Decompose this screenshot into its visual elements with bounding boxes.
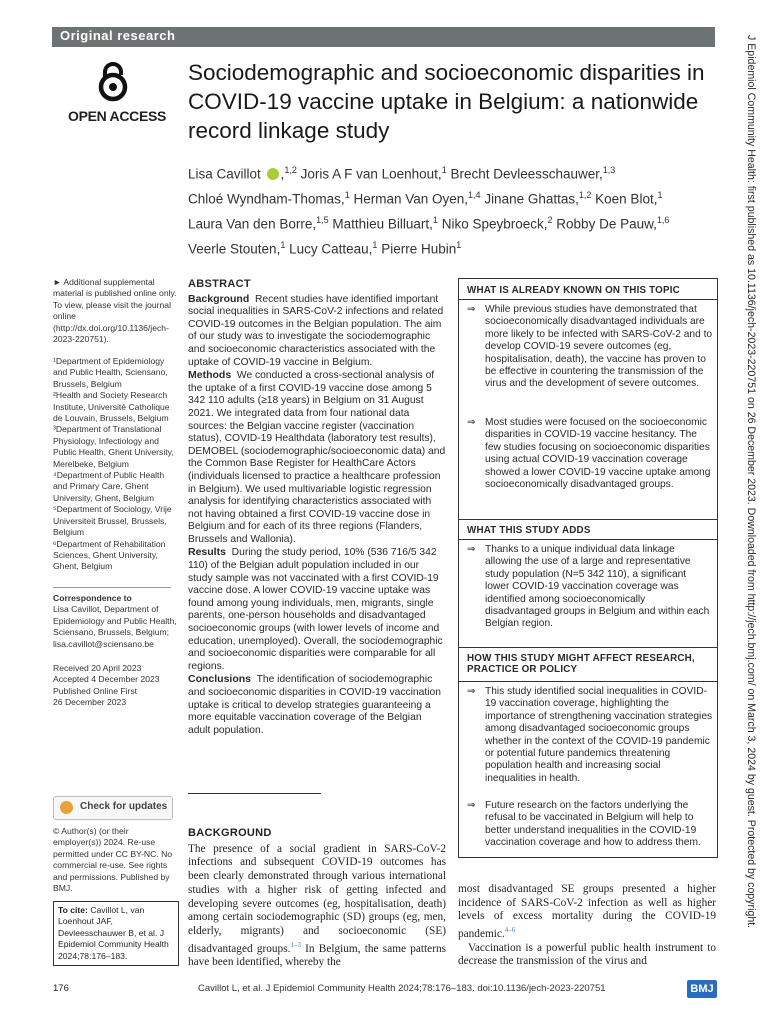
footer-citation: Cavillot L, et al. J Epidemiol Community Health 2024;78:176–183. doi:10.1136/jech-2023-220751 [198,983,606,994]
orcid-icon[interactable] [267,168,279,180]
box-heading-affect: HOW THIS STUDY MIGHT AFFECT RESEARCH, PRACTICE OR POLICY [467,653,695,675]
author-list: Lisa Cavillot ,$^{1,2}$ Joris A F van Loenhout,$^1$ Brecht Devleesschauwer,$^{1,3}$ Chloé Wyndham-Thomas,$^1$ Herman Van Oyen,$^{1,4}$ Jinane Ghattas,$^{1,2}$ Koen Blot,$^1$ Laura Van den Borre,$^{1,5}$ Matthieu Billuart,$^1$ Niko Speybroeck,$^2$ Robby De Pauw,$^{1,6}$ Veerle Stouten,$^1$ Lucy Catteau,$^1$ Pierre Hubin$^1$ [188,165,670,257]
body-right-column: most disadvantaged SE groups presented a higher incidence of SARS-CoV-2 infection as well as higher levels of excess mortality during the COVID-19 pandemic.$^{4-6}$ Vaccination is a powerful public health instrument to decrease the transmission of the virus and [458,883,716,968]
affiliations: ¹Department of Epidemiology and Public Health, Sciensano, Brussels, Belgium ²Health and Society Research Institute, Université Catholique de Louvain, Brussels, Belgium ³Department of Translational Physiology, Infectiology and Public Health, Ghent University, Merelbeke, Belgium ⁴Department of Public Health and Primary Care, Ghent University, Ghent, Belgium ⁵Department of Sociology, Vrije Universiteit Brussel, Brussels, Belgium ⁶Department of Rehabilitation Sciences, Ghent University, Ghent, Belgium [53,356,174,572]
section-label: Original research [60,28,176,43]
dates: Received 20 April 2023 Accepted 4 December 2023 Published Online First 26 December 2023 [53,663,160,708]
article-title: Sociodemographic and socioeconomic disparities in COVID-19 vaccine uptake in Belgium: a nationwide record linkage study [188,60,705,143]
abstract: ABSTRACT Background Recent studies have identified important social inequalities in SARS-CoV-2 infections and related COVID-19 outcomes in the Belgian population. The aim of our study was to investigate the sociodemographic and socioeconomic characteristics associated with the uptake of COVID-19 vaccine in Belgium. Methods We conducted a cross-sectional analysis of the uptake of a first COVID-19 vaccine dose among 5 342 110 adults (≥18 years) in Belgium on 31 August 2021. We integrated data from four national data sources: the Belgian vaccine register (vaccination status), COVID-19 Healthdata (laboratory test results), DEMOBEL (sociodemographic/socioeconomic data) and the Common Base Register for HealthCare Actors (individuals licensed to practice a healthcare profession in Belgium). We used multivariable logistic regression analysis for identifying characteristics associated with not having obtained a first COVID-19 vaccine dose in Belgium and for each of its three regions (Flanders, Brussels and Wallonia). Results During the study period, 10% (536 716/5 342 110) of the Belgian adult population included in our study sample was not vaccinated with a first COVID-19 vaccine dose. A lower COVID-19 vaccine uptake was found among young individuals, men, migrants, single parents, one-person households and disadvantaged socioeconomic groups (with lower levels of income and education, unemployed). Overall, the sociodemographic and socioeconomic disparities were comparable for all regions. Conclusions The identification of sociodemographic and socioeconomic disparities in COVID-19 vaccination uptake is critical to develop strategies guaranteeing a more equitable vaccination coverage of the Belgian adult population. [188,278,446,736]
box-heading-adds: WHAT THIS STUDY ADDS [467,525,591,536]
update-icon [60,801,73,814]
download-note: J Epidemiol Community Health: first published as 10.1136/jech-2023-220751 on 26 December 2023. Downloaded from http://jech.bmj.com/ on March 3, 2024 by guest. Protected by copyright. [745,35,757,929]
copyright-note: © Author(s) (or their employer(s)) 2024. Re-use permitted under CC BY-NC. No commercial re-use. See rights and permissions. Published by BMJ. [53,826,173,894]
supplemental-note: ► Additional supplemental material is published online only. To view, please visit the journal online (http://dx.doi.org/10.1136/jech-2023-220751). [53,277,177,345]
citation-box: To cite: Cavillot L, van Loenhout JAF, Devleesschauwer B, et al. J Epidemiol Community Health 2024;78:176–183. [53,901,179,966]
abstract-divider [188,793,321,794]
section-band [52,27,715,47]
open-access-icon [92,60,134,102]
check-for-updates-button[interactable]: Check for updates [53,796,173,820]
page-number: 176 [53,983,69,994]
box-heading-known: WHAT IS ALREADY KNOWN ON THIS TOPIC [467,285,680,296]
correspondence: Correspondence to Lisa Cavillot, Department of Epidemiology and Public Health, Sciensano, Brussels, Belgium; lisa.cavillot@sciensano.be [53,593,177,649]
open-access-label: OPEN ACCESS [68,108,167,124]
divider [53,587,171,588]
bmj-logo: BMJ [687,980,717,998]
key-messages-box: WHAT IS ALREADY KNOWN ON THIS TOPIC ⇒ While previous studies have demonstrated that socioeconomically disadvantaged individuals are more likely to be infected with SARS-CoV-2 and to develop COVID-19 severe outcomes (eg, hospitalisation, death), the vaccine has proven to be effective in countering the transmission of the virus and the development of severe outcomes. ⇒ Most studies were focused on the socioeconomic disparities in COVID-19 vaccine hesitancy. The few studies focusing on socioeconomic disparities using actual COVID-19 vaccination coverage showed a lower COVID-19 vaccine uptake among socioeconomically disadvantaged groups. WHAT THIS STUDY ADDS ⇒ Thanks to a unique individual data linkage allowing the use of a large and representative study population (N=5 342 110), a significant lower COVID-19 vaccination coverage was identified among socioeconomically disadvantaged groups in Belgium and within each Belgian region. HOW THIS STUDY MIGHT AFFECT RESEARCH, PRACTICE OR POLICY ⇒ This study identified social inequalities in COVID-19 vaccination coverage, highlighting the importance of strengthening vaccination strategies among disadvantaged socioeconomic groups whether in the context of the COVID-19 pandemic or potential future pandemics threatening population health and increasing social inequalities in health. ⇒ Future research on the factors underlying the refusal to be vaccinated in Belgium will help to better understand inequalities in the COVID-19 vaccination coverage and how to address them. [458,278,718,858]
background-section: BACKGROUND The presence of a social gradient in SARS-CoV-2 infections and subsequent COVID-19 outcomes has been clearly demonstrated through various international studies with a higher risk of getting infected and developing severe outcomes (eg, hospitalisation, death) among certain sociodemographic (SD) groups (eg, men, elderly, migrants) and socioeconomic (SE) disadvantaged groups.$^{1-3}$ In Belgium, the same patterns have been identified, whereby the [188,827,446,969]
